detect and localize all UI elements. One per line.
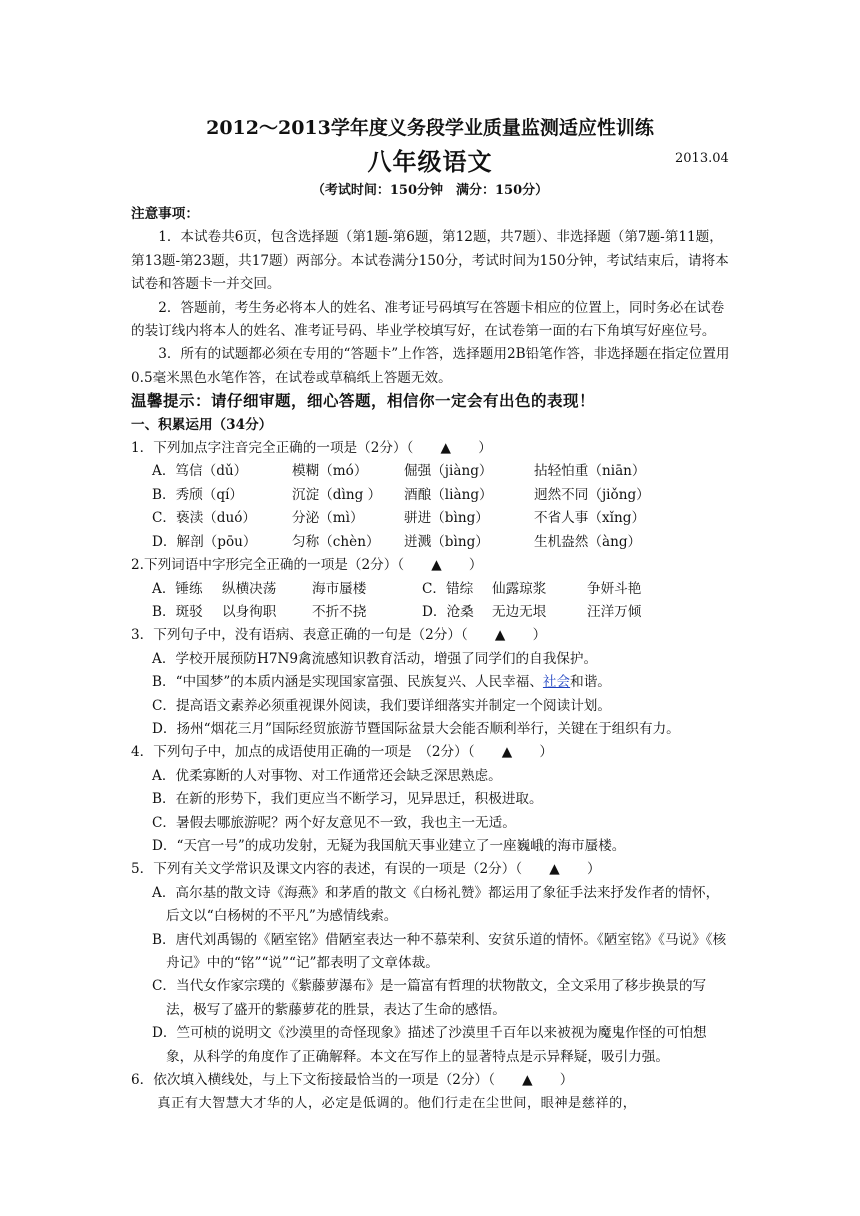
option-cell: 争妍斗艳	[587, 580, 642, 597]
notes-heading: 注意事项：	[131, 206, 199, 222]
exam-title: 2012～2013学年度义务段学业质量监测适应性训练	[206, 117, 654, 139]
option-cell: 无边无垠	[492, 603, 547, 620]
question-2-stem: 2.下列词语中字形完全正确的一项是（2分）（ ▲ ）	[131, 557, 483, 574]
option-cell: C．错综	[422, 580, 474, 597]
question-2-option-row	[131, 601, 731, 624]
question-3-option-b	[131, 671, 731, 694]
question-4-stem: 4．下列句子中，加点的成语使用正确的一项是 （2分）（ ▲ ）	[131, 744, 553, 761]
option-cell: A．锤练	[152, 580, 203, 597]
option-cell: 不折不挠	[312, 603, 367, 620]
option-cell: 迥然不同（jiǒng）	[534, 486, 650, 503]
question-5-stem: 5．下列有关文学常识及课文内容的表述，有误的一项是（2分）（ ▲ ）	[131, 861, 601, 878]
option-cell: C．亵渎（duó）	[152, 510, 257, 527]
question-1-stem: 1．下列加点字注音完全正确的一项是（2分）（ ▲ ）	[131, 440, 492, 457]
option-cell: 迸溅（bìng）	[404, 533, 489, 550]
option-cell: 海市蜃楼	[312, 580, 367, 597]
option-cell: 纵横决荡	[222, 580, 277, 597]
option-cell: 以身徇职	[222, 603, 277, 620]
option-cell: D．沧桑	[422, 603, 474, 620]
option-text: B．“中国梦”的本质内涵是实现国家富强、民族复兴、人民幸福、	[152, 674, 543, 691]
question-5-option-c: C．当代女作家宗璞的《紫藤萝瀑布》是一篇富有哲理的状物散文，全文采用了移步换景的写法，极写了盛开的紫藤萝花的胜景，表达了生命的感悟。	[152, 978, 707, 1018]
exam-subtitle: （考试时间：150分钟 满分：150分）	[311, 183, 549, 198]
option-cell: 生机盎然（àng）	[534, 533, 642, 550]
section-heading: 一、积累运用（34分）	[131, 416, 273, 433]
exam-content	[131, 203, 731, 1116]
question-4-option-a: A．优柔寡断的人对事物、对工作通常还会缺乏深思熟虑。	[152, 767, 502, 784]
note-item: 3．所有的试题都必须在专用的“答题卡”上作答，选择题用2B铅笔作答，非选择题在指定位置用0.5毫米黑色水笔作答，在试卷或草稿纸上答题无效。	[131, 346, 730, 386]
question-6-passage: 真正有大智慧大才华的人，必定是低调的。他们行走在尘世间，眼神是慈祥的，	[157, 1096, 637, 1112]
exam-subject-title: 八年级语文	[367, 147, 493, 176]
question-4-option-b: B．在新的形势下，我们更应当不断学习，见异思迁，积极进取。	[152, 791, 543, 808]
question-3-option-c: C．提高语文素养必须重视课外阅读，我们要详细落实并制定一个阅读计划。	[152, 697, 611, 714]
option-text: 和谐。	[570, 674, 611, 691]
question-5-option-a: A．高尔基的散文诗《海燕》和茅盾的散文《白杨礼赞》都运用了象征手法来抒发作者的情怀，后文以“白杨树的不平凡”为感情线索。	[152, 884, 720, 925]
exam-date: 2013.04	[675, 151, 729, 166]
question-5-option-b: B．唐代刘禹锡的《陋室铭》借陋室表达一种不慕荣利、安贫乐道的情怀。《陋室铭》《马说》《核舟记》中的“铭”“说”“记”都表明了文章体裁。	[152, 931, 727, 971]
option-cell: 骈进（bìng）	[404, 510, 489, 527]
question-2-option-row	[131, 578, 731, 601]
question-3-option-d: D．扬州“烟花三月”国际经贸旅游节暨国际盆景大会能否顺利举行，关键在于组织有力。	[152, 720, 680, 737]
question-3-stem: 3．下列句子中，没有语病、表意正确的一句是（2分）（ ▲ ）	[131, 627, 547, 644]
question-1-option-row	[131, 460, 731, 483]
question-1-option-row	[131, 531, 731, 554]
option-cell: 沉淀（dìng ）	[292, 486, 382, 503]
question-4-option-d: D．“天宫一号”的成功发射，无疑为我国航天事业建立了一座巍峨的海市蜃楼。	[152, 837, 626, 854]
option-cell: B．斑驳	[152, 603, 203, 620]
question-1-option-row	[131, 507, 731, 530]
option-cell: 模糊（mó）	[292, 463, 368, 480]
option-cell: 分泌（mì）	[292, 510, 364, 527]
question-4-option-c: C．暑假去哪旅游呢？两个好友意见不一致，我也主一无适。	[152, 814, 516, 831]
option-cell: 仙露琼浆	[492, 580, 547, 597]
option-cell: 拈轻怕重（niān）	[534, 463, 646, 480]
question-1-option-row	[131, 484, 731, 507]
question-6-stem: 6．依次填入横线处，与上下文衔接最恰当的一项是（2分）（ ▲ ）	[131, 1072, 574, 1089]
option-cell: 匀称（chèn）	[292, 533, 380, 550]
option-cell: 倔强（jiàng）	[404, 463, 493, 480]
option-cell: 汪洋万倾	[587, 603, 642, 620]
note-item: 2．答题前，考生务必将本人的姓名、准考证号码填写在答题卡相应的位置上，同时务必在试卷的装订线内将本人的姓名、准考证号码、毕业学校填写好，在试卷第一面的右下角填写好座位号。	[131, 299, 725, 340]
option-cell: B．秀颀（qí）	[152, 486, 244, 503]
note-item: 1．本试卷共6页，包含选择题（第1题-第6题，第12题，共7题）、非选择题（第7题-第11题，第13题-第23题，共17题）两部分。本试卷满分150分，考试时间为150分钟，考试结束后，请将本试卷和答题卡一并交回。	[131, 229, 729, 293]
option-cell: 酒酿（liàng）	[404, 486, 493, 503]
social-link[interactable]: 社会	[542, 674, 571, 691]
question-5-option-d: D．竺可桢的说明文《沙漠里的奇怪现象》描述了沙漠里千百年以来被视为魔鬼作怪的可怕想象，从科学的角度作了正确解释。本文在写作上的显著特点是示异释疑，吸引力强。	[152, 1025, 707, 1065]
option-cell: D．解剖（pōu）	[152, 533, 257, 550]
tip-text: 温馨提示：请仔细审题，细心答题，相信你一定会有出色的表现！	[131, 392, 596, 411]
option-cell: A．笃信（dǔ）	[152, 463, 248, 480]
option-cell: 不省人事（xǐng）	[534, 510, 646, 527]
question-3-option-a: A．学校开展预防H7N9禽流感知识教育活动，增强了同学们的自我保护。	[152, 650, 598, 667]
